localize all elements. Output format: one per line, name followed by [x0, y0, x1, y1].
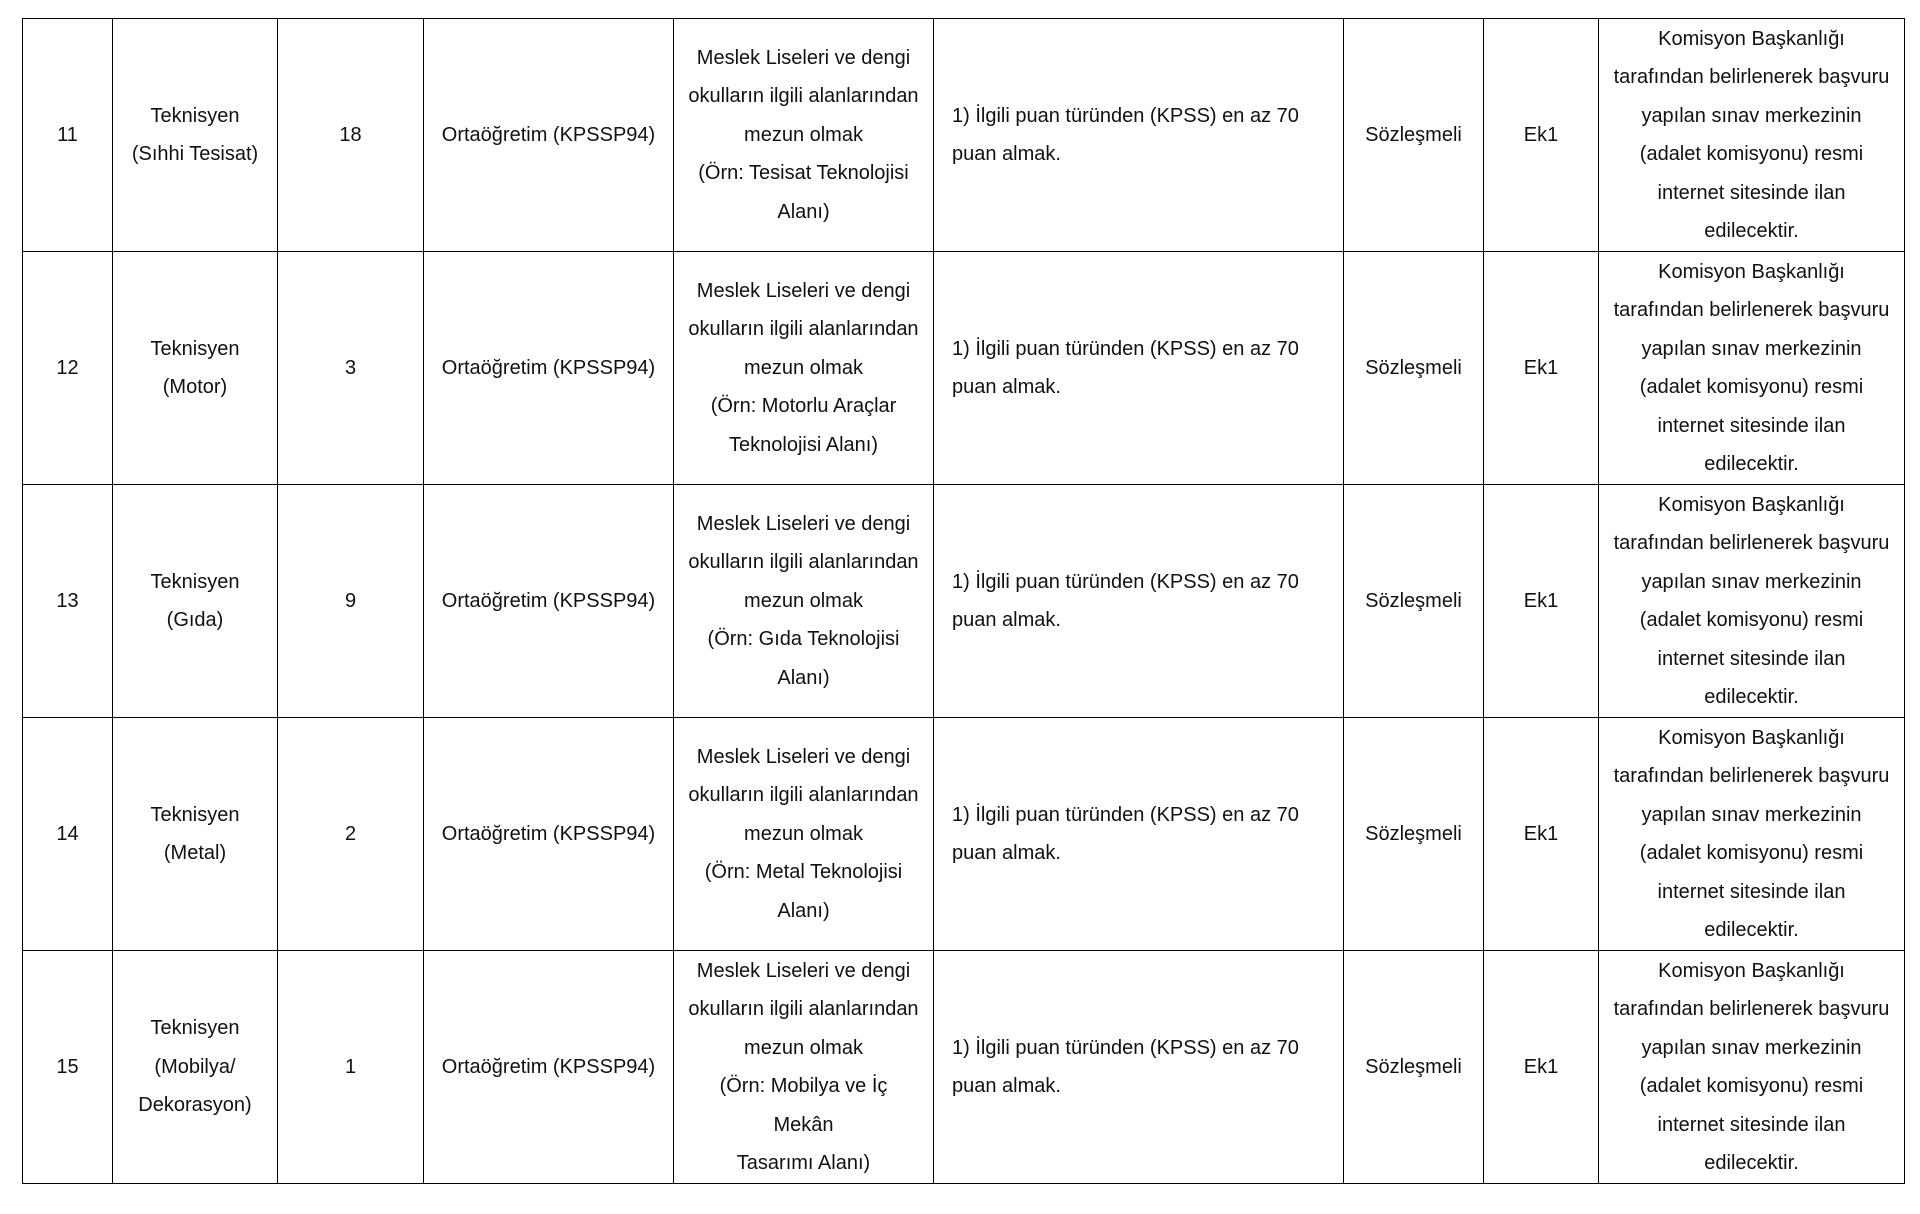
exam-notes-line: tarafından belirlenerek başvuru	[1613, 299, 1890, 321]
department-requirement-line: (Örn: Gıda Teknolojisi	[707, 628, 900, 651]
exam-notes-line: internet sitesinde ilan	[1657, 414, 1846, 437]
department-requirement-line: (Örn: Metal Teknolojisi	[704, 861, 903, 884]
exam-notes-cell	[1599, 951, 1905, 1184]
exam-notes-line: yapılan sınav merkezinin	[1641, 1036, 1862, 1059]
exam-notes-line: edilecektir.	[1704, 220, 1799, 242]
conditions-cell	[934, 19, 1344, 252]
position-title-line: (Mobilya/	[154, 1055, 236, 1078]
exam-notes-line: tarafından belirlenerek başvuru	[1613, 998, 1890, 1020]
position-title-cell	[113, 951, 278, 1184]
exam-notes-line: internet sitesinde ilan	[1657, 181, 1846, 204]
conditions-cell	[934, 252, 1344, 485]
conditions-line: 1) İlgili puan türünden (KPSS) en az 70	[952, 803, 1299, 826]
exam-notes-line: internet sitesinde ilan	[1657, 647, 1846, 670]
employment-type-cell: Sözleşmeli	[1344, 19, 1484, 252]
exam-notes-line: yapılan sınav merkezinin	[1641, 337, 1862, 360]
position-title-line: Teknisyen	[150, 1017, 240, 1040]
department-requirement-cell	[674, 951, 934, 1184]
annex-cell: Ek1	[1484, 252, 1599, 485]
department-requirement-cell	[674, 19, 934, 252]
exam-notes-line: (adalet komisyonu) resmi	[1639, 609, 1864, 631]
position-title-cell	[113, 252, 278, 485]
conditions-line: puan almak.	[952, 1075, 1061, 1097]
position-count-cell: 18	[278, 19, 424, 252]
education-level-cell: Ortaöğretim (KPSSP94)	[424, 951, 674, 1184]
conditions-line: puan almak.	[952, 842, 1061, 864]
conditions-line: 1) İlgili puan türünden (KPSS) en az 70	[952, 104, 1299, 127]
position-count-cell: 2	[278, 718, 424, 951]
department-requirement-line: Alanı)	[777, 200, 830, 223]
department-requirement-line: Meslek Liseleri ve dengi	[696, 745, 911, 768]
department-requirement-line: Meslek Liseleri ve dengi	[696, 959, 911, 982]
position-title-line: (Metal)	[163, 842, 227, 864]
exam-notes-line: tarafından belirlenerek başvuru	[1613, 532, 1890, 554]
department-requirement-cell	[674, 485, 934, 718]
table-row	[23, 252, 1905, 485]
position-title-line: Teknisyen	[150, 337, 240, 360]
conditions-line: puan almak.	[952, 143, 1061, 165]
exam-notes-line: Komisyon Başkanlığı	[1658, 493, 1845, 516]
employment-type-cell: Sözleşmeli	[1344, 485, 1484, 718]
department-requirement-line: mezun olmak	[744, 589, 863, 612]
position-title-line: Teknisyen	[150, 570, 240, 593]
conditions-cell	[934, 718, 1344, 951]
department-requirement-line: mezun olmak	[744, 822, 863, 845]
department-requirement-line: okulların ilgili alanlarından	[688, 784, 919, 807]
exam-notes-line: tarafından belirlenerek başvuru	[1613, 66, 1890, 88]
position-count-cell: 3	[278, 252, 424, 485]
conditions-cell	[934, 485, 1344, 718]
position-count-cell: 1	[278, 951, 424, 1184]
exam-notes-line: Komisyon Başkanlığı	[1658, 959, 1845, 982]
department-requirement-line: (Örn: Motorlu Araçlar	[710, 395, 897, 418]
education-level-cell: Ortaöğretim (KPSSP94)	[424, 19, 674, 252]
exam-notes-line: Komisyon Başkanlığı	[1658, 27, 1845, 50]
exam-notes-cell	[1599, 718, 1905, 951]
department-requirement-line: mezun olmak	[744, 1036, 863, 1059]
position-title-line: Dekorasyon)	[138, 1094, 252, 1117]
department-requirement-line: okulların ilgili alanlarından	[688, 998, 919, 1020]
exam-notes-line: internet sitesinde ilan	[1657, 1113, 1846, 1136]
position-title-line: (Gıda)	[166, 609, 224, 631]
conditions-line: puan almak.	[952, 609, 1061, 631]
exam-notes-line: (adalet komisyonu) resmi	[1639, 143, 1864, 165]
department-requirement-line: Meslek Liseleri ve dengi	[696, 512, 911, 535]
department-requirement-line: Teknolojisi Alanı)	[729, 433, 878, 456]
exam-notes-line: yapılan sınav merkezinin	[1641, 104, 1862, 127]
exam-notes-line: Komisyon Başkanlığı	[1658, 726, 1845, 749]
exam-notes-line: (adalet komisyonu) resmi	[1639, 1075, 1864, 1097]
department-requirement-cell	[674, 718, 934, 951]
department-requirement-line: mezun olmak	[744, 123, 863, 146]
annex-cell: Ek1	[1484, 718, 1599, 951]
row-number-cell: 13	[23, 485, 113, 718]
exam-notes-cell	[1599, 19, 1905, 252]
annex-cell: Ek1	[1484, 951, 1599, 1184]
department-requirement-line: Alanı)	[777, 666, 830, 689]
conditions-line: 1) İlgili puan türünden (KPSS) en az 70	[952, 1036, 1299, 1059]
exam-notes-line: Komisyon Başkanlığı	[1658, 260, 1845, 283]
position-title-line: (Sıhhi Tesisat)	[131, 143, 259, 165]
education-level-cell: Ortaöğretim (KPSSP94)	[424, 252, 674, 485]
exam-notes-line: yapılan sınav merkezinin	[1641, 803, 1862, 826]
exam-notes-line: edilecektir.	[1704, 686, 1799, 708]
document-page	[22, 18, 1905, 1184]
table-row	[23, 951, 1905, 1184]
conditions-line: 1) İlgili puan türünden (KPSS) en az 70	[952, 570, 1299, 593]
position-count-cell: 9	[278, 485, 424, 718]
exam-notes-line: edilecektir.	[1704, 1152, 1799, 1174]
department-requirement-line: Meslek Liseleri ve dengi	[696, 46, 911, 69]
department-requirement-line: okulların ilgili alanlarından	[688, 318, 919, 341]
position-title-line: Teknisyen	[150, 104, 240, 127]
table-row	[23, 19, 1905, 252]
education-level-cell: Ortaöğretim (KPSSP94)	[424, 485, 674, 718]
employment-type-cell: Sözleşmeli	[1344, 951, 1484, 1184]
conditions-cell	[934, 951, 1344, 1184]
row-number-cell: 14	[23, 718, 113, 951]
position-title-cell	[113, 485, 278, 718]
position-title-line: Teknisyen	[150, 803, 240, 826]
department-requirement-line: Meslek Liseleri ve dengi	[696, 279, 911, 302]
exam-notes-cell	[1599, 252, 1905, 485]
exam-notes-line: edilecektir.	[1704, 453, 1799, 475]
employment-type-cell: Sözleşmeli	[1344, 718, 1484, 951]
exam-notes-line: yapılan sınav merkezinin	[1641, 570, 1862, 593]
exam-notes-line: internet sitesinde ilan	[1657, 880, 1846, 903]
exam-notes-line: edilecektir.	[1704, 919, 1799, 941]
employment-type-cell: Sözleşmeli	[1344, 252, 1484, 485]
annex-cell: Ek1	[1484, 19, 1599, 252]
position-title-cell	[113, 19, 278, 252]
department-requirement-line: okulların ilgili alanlarından	[688, 85, 919, 108]
positions-table	[22, 18, 1905, 1184]
annex-cell: Ek1	[1484, 485, 1599, 718]
conditions-line: 1) İlgili puan türünden (KPSS) en az 70	[952, 337, 1299, 360]
table-body	[23, 19, 1905, 1184]
table-row	[23, 485, 1905, 718]
department-requirement-line: Alanı)	[777, 899, 830, 922]
row-number-cell: 15	[23, 951, 113, 1184]
conditions-line: puan almak.	[952, 376, 1061, 398]
position-title-cell	[113, 718, 278, 951]
exam-notes-line: (adalet komisyonu) resmi	[1639, 376, 1864, 398]
department-requirement-line: (Örn: Tesisat Teknolojisi	[698, 162, 909, 185]
department-requirement-cell	[674, 252, 934, 485]
department-requirement-line: (Örn: Mobilya ve İç Mekân	[719, 1075, 888, 1136]
exam-notes-line: (adalet komisyonu) resmi	[1639, 842, 1864, 864]
exam-notes-cell	[1599, 485, 1905, 718]
row-number-cell: 12	[23, 252, 113, 485]
exam-notes-line: tarafından belirlenerek başvuru	[1613, 765, 1890, 787]
row-number-cell: 11	[23, 19, 113, 252]
department-requirement-line: okulların ilgili alanlarından	[688, 551, 919, 574]
position-title-line: (Motor)	[162, 376, 228, 398]
table-row	[23, 718, 1905, 951]
education-level-cell: Ortaöğretim (KPSSP94)	[424, 718, 674, 951]
department-requirement-line: Tasarımı Alanı)	[736, 1152, 871, 1174]
department-requirement-line: mezun olmak	[744, 356, 863, 379]
